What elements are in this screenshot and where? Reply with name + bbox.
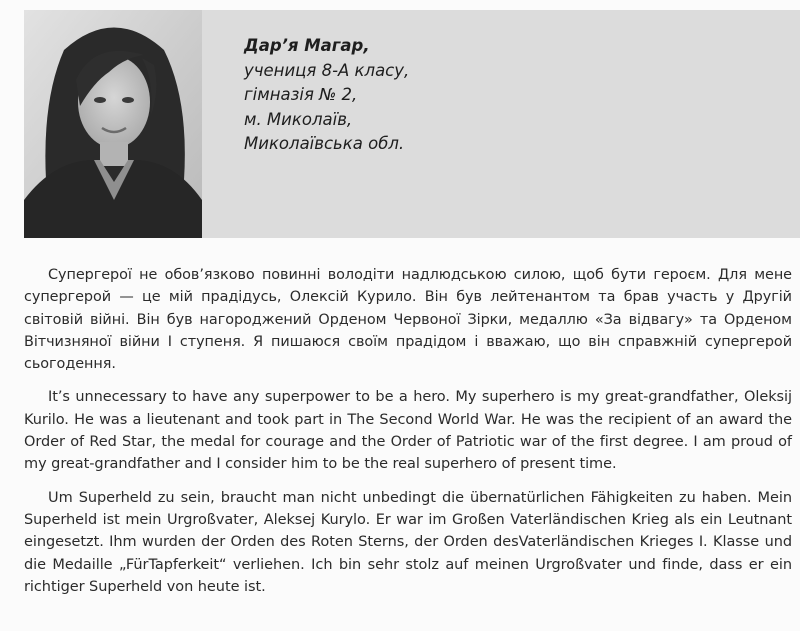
author-class: учениця 8-А класу, bbox=[244, 60, 410, 80]
author-school: гімназія № 2, bbox=[244, 85, 358, 104]
paragraph-english: It’s unnecessary to have any superpower to be a hero. My superhero is my great-grandfather, Oleksij Kurilo. He was a lieutenant and took part in The Second World War. He was the recipient of an award the Order of Red Star, the medal for courage and the Order of Patriotic war of the first degree. I am proud of my great-grandfather and I consider him to be the real superhero of present time. bbox=[24, 389, 792, 473]
author-portrait-image bbox=[24, 10, 202, 238]
essay-body bbox=[24, 264, 792, 609]
paragraph-ukrainian: Супергерої не обов’язково повинні володіти надлюдською силою, щоб бути героєм. Для мене супергерой — це мій прадідусь, Олексій Курило. Він був лейтенантом та брав участь у Другій світовій війні. Він був нагороджений Орденом Червоної Зірки, медаллю «За відвагу» та Орденом Вітчизняної війни І ступеня. Я пишаюся своїм прадідом і вважаю, що він справжній супергерой сьогодення. bbox=[24, 267, 792, 373]
author-region: Миколаївська обл. bbox=[244, 134, 405, 153]
author-info bbox=[244, 34, 409, 157]
paragraph-german: Um Superheld zu sein, braucht man nicht unbedingt die übernatürlichen Fähigkeiten zu haben. Mein Superheld ist mein Urgroßvater, Aleksej Kurylo. Er war im Großen Vaterländischen Krieg als ein Leutnant eingesetzt. Ihm wurden der Orden des Roten Sterns, der Orden desVaterländischen Krieges I. Klasse und die Medaille „FürTapferkeit“ verliehen. Ich bin sehr stolz auf meinen Urgroßvater und finde, dass er ein richtiger Superheld von heute ist. bbox=[24, 489, 792, 595]
author-city: м. Миколаїв, bbox=[244, 109, 353, 129]
author-name: Дар’я Магар, bbox=[244, 36, 370, 55]
author-photo bbox=[24, 10, 202, 238]
